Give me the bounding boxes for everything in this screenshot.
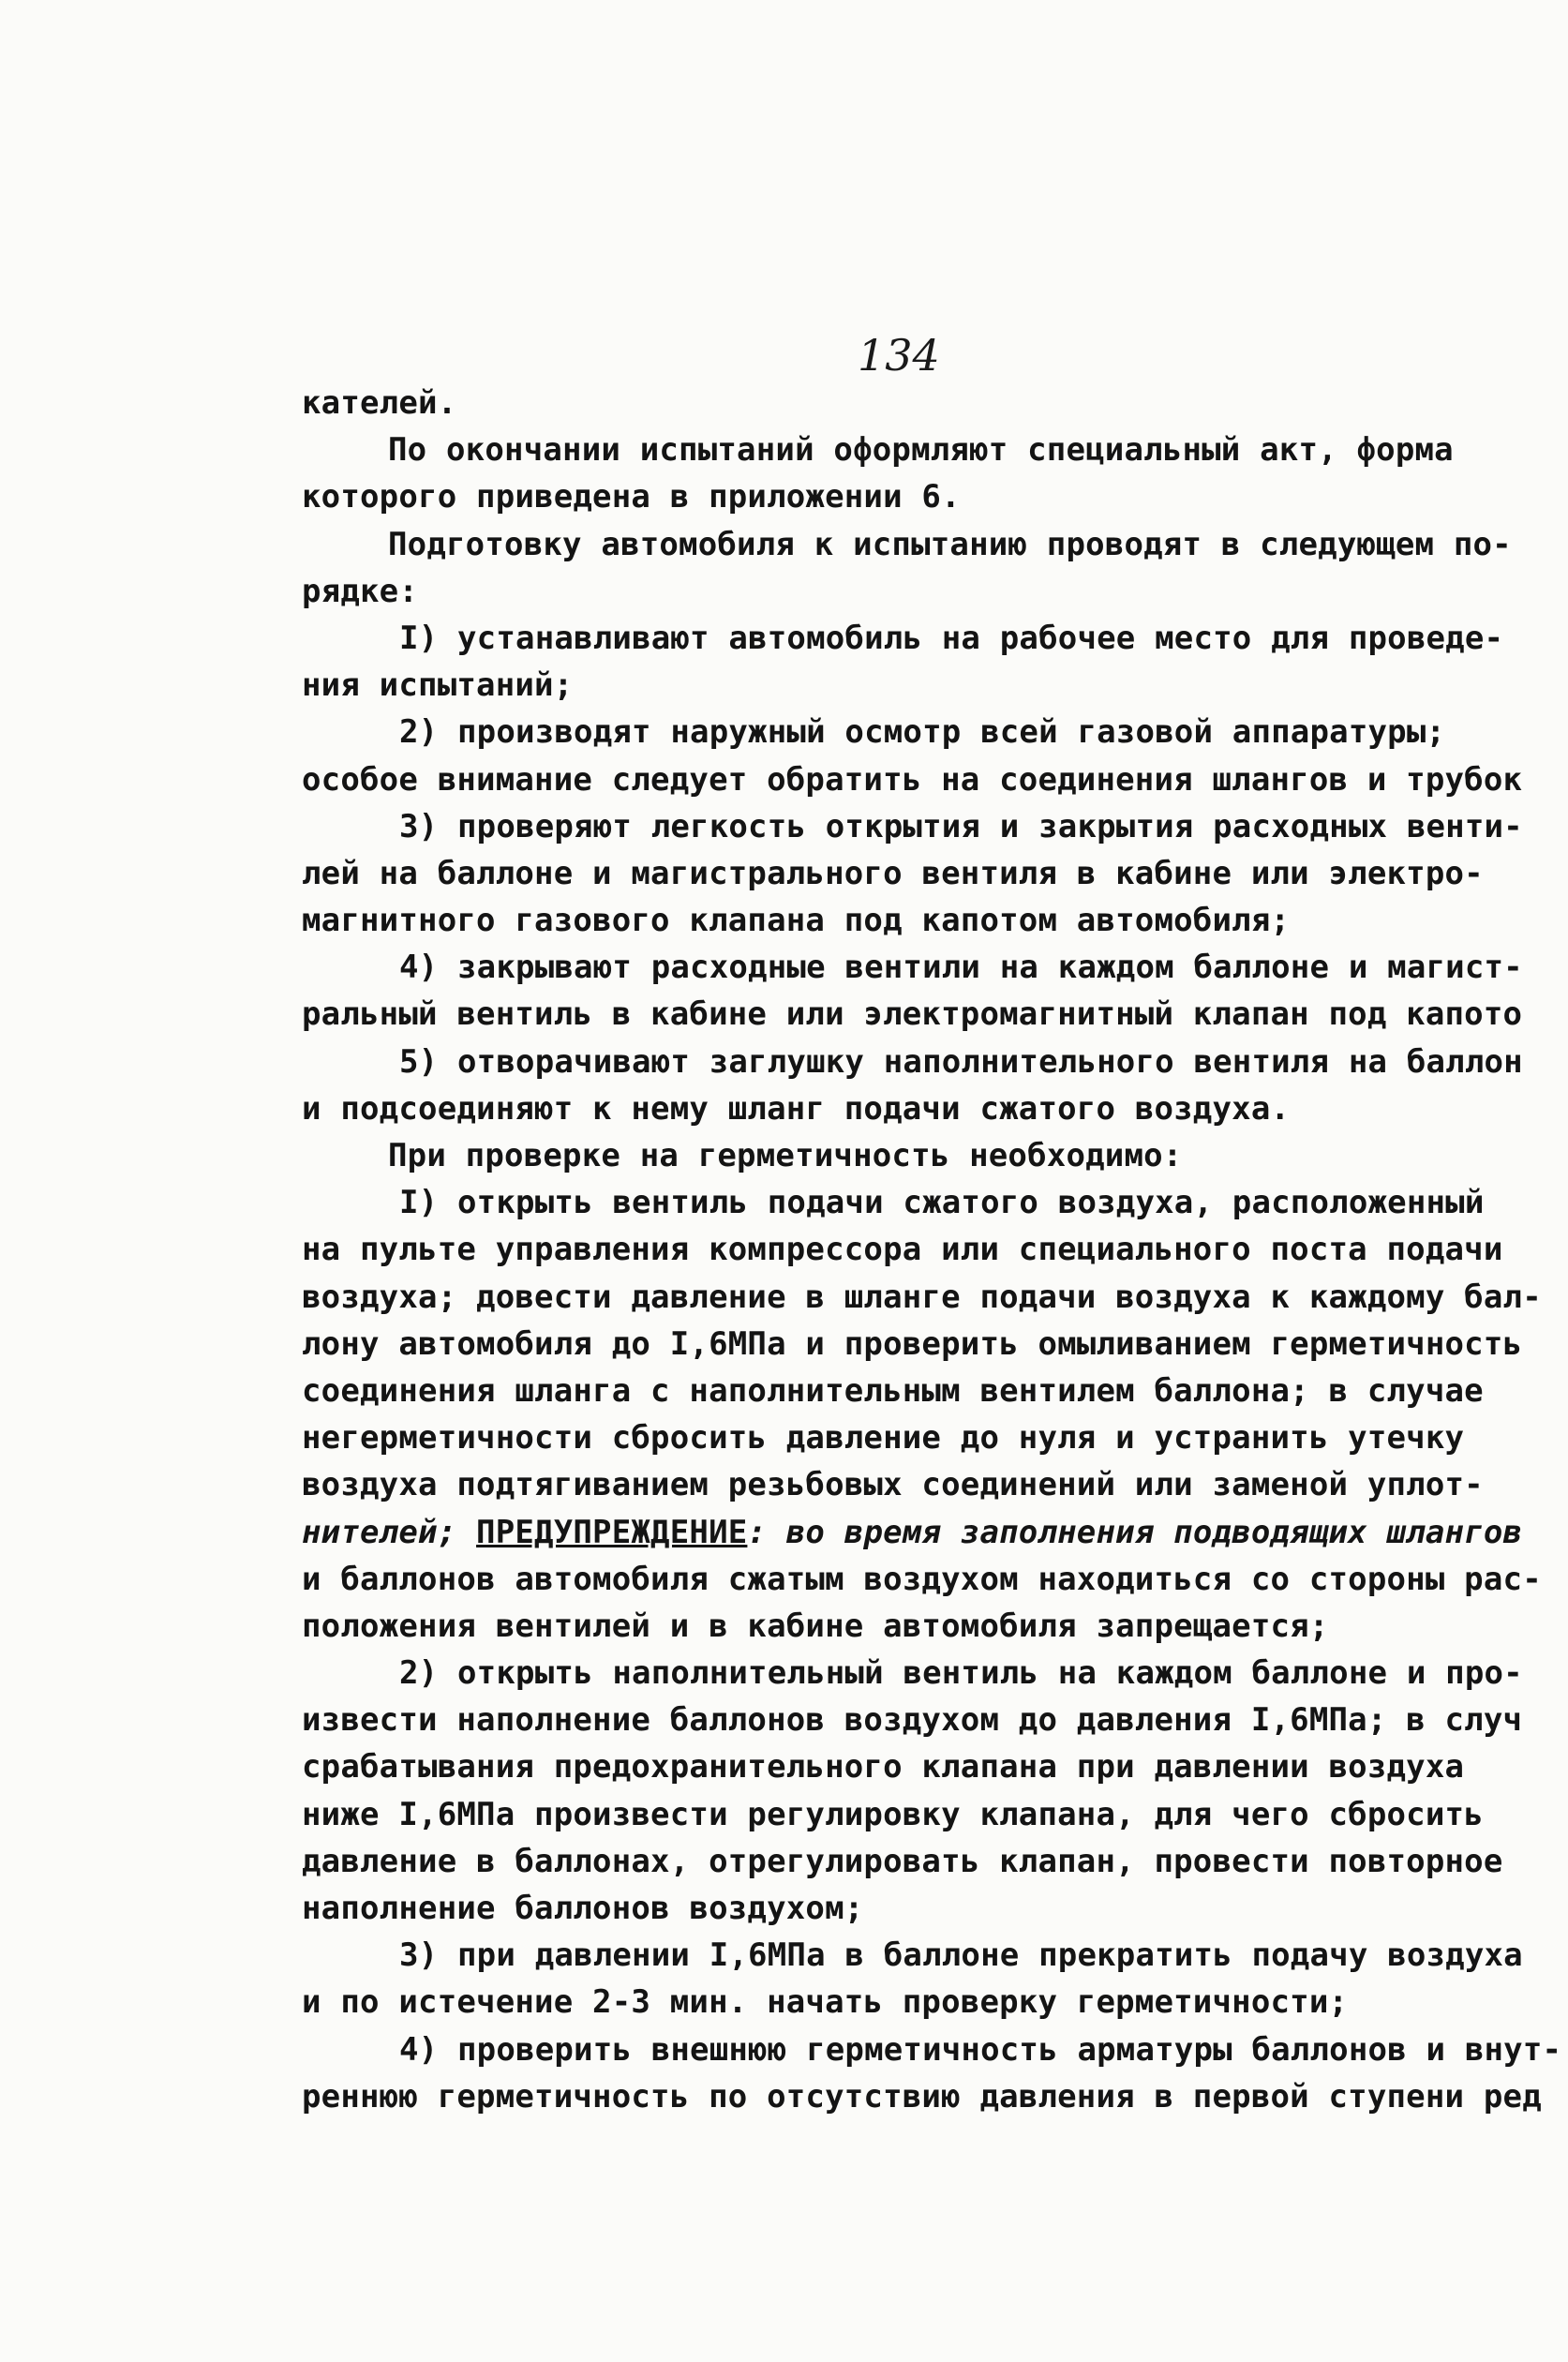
list-item-line: I) открыть вентиль подачи сжатого воздуха, расположенный: [399, 1184, 1485, 1222]
text-line: кателей.: [302, 384, 457, 422]
text-line: извести наполнение баллонов воздухом до давления I,6МПа; в случ: [302, 1701, 1523, 1740]
list-item-line: 4) проверить внешнюю герметичность арматуры баллонов и внут-: [399, 2030, 1562, 2069]
text-line: воздуха; довести давление в шланге подачи воздуха к каждому бал-: [302, 1278, 1542, 1316]
text-line: на пульте управления компрессора или специального поста подачи: [302, 1231, 1503, 1269]
text-line: наполнение баллонов воздухом;: [302, 1890, 864, 1927]
page-number: 134: [858, 330, 940, 381]
text-line: рядке:: [302, 572, 419, 610]
list-item-line: 5) отворачивают заглушку наполнительного вентиля на баллон: [399, 1042, 1523, 1081]
text-line: негерметичности сбросить давление до нуля и устранить утечку: [302, 1419, 1465, 1458]
text-line: При проверке на герметичность необходимо:: [388, 1137, 1183, 1174]
list-item-line: 3) при давлении I,6МПа в баллоне прекратить подачу воздуха: [399, 1936, 1523, 1975]
text-line: соединения шланга с наполнительным вентилем баллона; в случае: [302, 1371, 1484, 1410]
text-line: лону автомобиля до I,6МПа и проверить омыливанием герметичность: [302, 1324, 1523, 1363]
list-item-line: 2) открыть наполнительный вентиль на каждом баллоне и про-: [399, 1654, 1523, 1693]
text-line: ральный вентиль в кабине или электромагнитный клапан под капото: [302, 995, 1523, 1034]
list-item-line: 4) закрывают расходные вентили на каждом баллоне и магист-: [399, 949, 1523, 987]
list-item-line: 2) производят наружный осмотр всей газовой аппаратуры;: [399, 713, 1446, 752]
warning-prefix: нителей;: [302, 1513, 477, 1551]
text-line: давление в баллонах, отрегулировать клапан, провести повторное: [302, 1842, 1503, 1880]
text-line: воздуха подтягиванием резьбовых соединений или заменой уплот-: [302, 1466, 1484, 1504]
text-line: ниже I,6МПа произвести регулировку клапана, для чего сбросить: [302, 1795, 1484, 1833]
list-item-line: 3) проверяют легкость открытия и закрытия расходных венти-: [399, 807, 1523, 845]
text-line: Подготовку автомобиля к испытанию проводят в следующем по-: [388, 525, 1512, 563]
list-item-line: I) устанавливают автомобиль на рабочее место для проведе-: [399, 619, 1504, 657]
text-line: положения вентилей и в кабине автомобиля запрещается;: [302, 1607, 1329, 1645]
text-line: и баллонов автомобиля сжатым воздухом находиться со стороны рас-: [302, 1560, 1542, 1598]
document-body: [302, 380, 1562, 2120]
warning-text: : во время заполнения подводящих шлангов: [747, 1513, 1523, 1551]
text-line: По окончании испытаний оформляют специальный акт, форма: [388, 431, 1454, 470]
text-line: особое внимание следует обратить на соединения шлангов и трубок: [302, 760, 1523, 799]
text-line: магнитного газового клапана под капотом автомобиля;: [302, 902, 1291, 940]
text-line: реннюю герметичность по отсутствию давления в первой ступени ред: [302, 2077, 1542, 2115]
warning-label: ПРЕДУПРЕЖДЕНИЕ: [476, 1513, 748, 1551]
text-line: и подсоединяют к нему шланг подачи сжатого воздуха.: [302, 1089, 1291, 1128]
warning-line: [302, 1509, 1548, 1556]
text-line: ния испытаний;: [302, 666, 574, 705]
text-line: которого приведена в приложении 6.: [302, 478, 961, 516]
text-line: и по истечение 2-3 мин. начать проверку герметичности;: [302, 1983, 1349, 2022]
text-line: лей на баллоне и магистрального вентиля в кабине или электро-: [302, 854, 1484, 892]
text-line: срабатывания предохранительного клапана при давлении воздуха: [302, 1748, 1465, 1786]
